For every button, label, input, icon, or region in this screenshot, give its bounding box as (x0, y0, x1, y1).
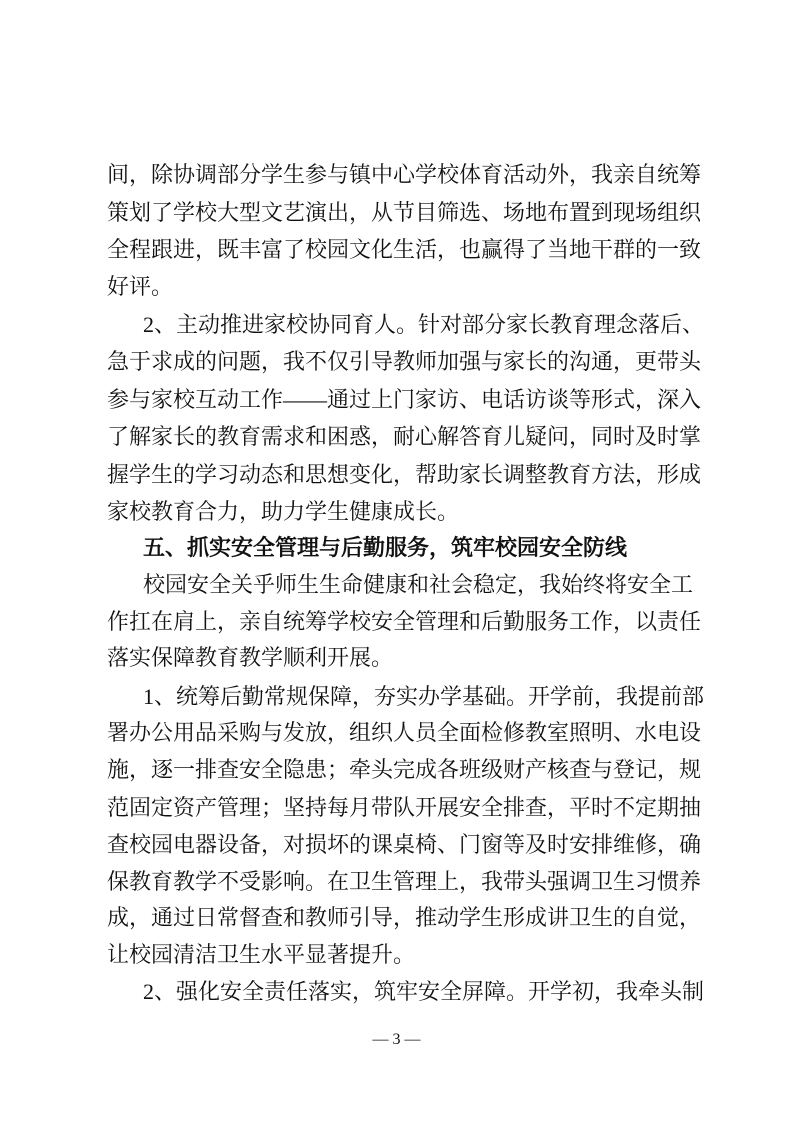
text-line: 查校园电器设备，对损坏的课桌椅、门窗等及时安排维修，确 (107, 832, 702, 857)
text-line: 让校园清洁卫生水平显著提升。 (107, 942, 416, 967)
text-line: 作扛在肩上，亲自统筹学校安全管理和后勤服务工作，以责任 (107, 609, 702, 634)
text-line: 范固定资产管理；坚持每月带队开展安全排查，平时不定期抽 (107, 795, 702, 820)
text-line: 急于求成的问题，我不仅引导教师加强与家长的沟通，更带头 (107, 349, 702, 374)
text-line: 了解家长的教育需求和困惑，耐心解答育儿疑问，同时及时掌 (107, 424, 702, 449)
page-number: — 3 — (372, 1031, 421, 1048)
text-line: 2、强化安全责任落实，筑牢安全屏障。开学初，我牵头制 (143, 979, 705, 1004)
text-line: 1、统筹后勤常规保障，夯实办学基础。开学前，我提前部 (143, 684, 705, 709)
text-line: 握学生的学习动态和思想变化，帮助家长调整教育方法，形成 (107, 462, 702, 487)
text-line: 间，除协调部分学生参与镇中心学校体育活动外，我亲自统筹 (107, 162, 702, 187)
text-line: 署办公用品采购与发放，组织人员全面检修教室照明、水电设 (107, 720, 702, 745)
text-line: 参与家校互动工作——通过上门家访、电话访谈等形式，深入 (107, 387, 702, 412)
text-line: 校园安全关乎师生生命健康和社会稳定，我始终将安全工 (143, 572, 694, 597)
text-line: 好评。 (107, 274, 174, 299)
text-line: 落实保障教育教学顺利开展。 (107, 645, 394, 670)
text-line: 策划了学校大型文艺演出，从节目筛选、场地布置到现场组织 (107, 200, 702, 225)
section-heading: 五、抓实安全管理与后勤服务，筑牢校园安全防线 (143, 535, 628, 560)
text-line: 保教育教学不受影响。在卫生管理上，我带头强调卫生习惯养 (107, 869, 702, 894)
text-line: 2、主动推进家校协同育人。针对部分家长教育理念落后、 (143, 312, 705, 337)
text-line: 全程跟进，既丰富了校园文化生活，也赢得了当地干群的一致 (107, 237, 702, 262)
text-line: 家校教育合力，助力学生健康成长。 (107, 499, 460, 524)
text-line: 施，逐一排查安全隐患；牵头完成各班级财产核查与登记，规 (107, 757, 702, 782)
text-line: 成，通过日常督查和教师引导，推动学生形成讲卫生的自觉， (107, 905, 702, 930)
